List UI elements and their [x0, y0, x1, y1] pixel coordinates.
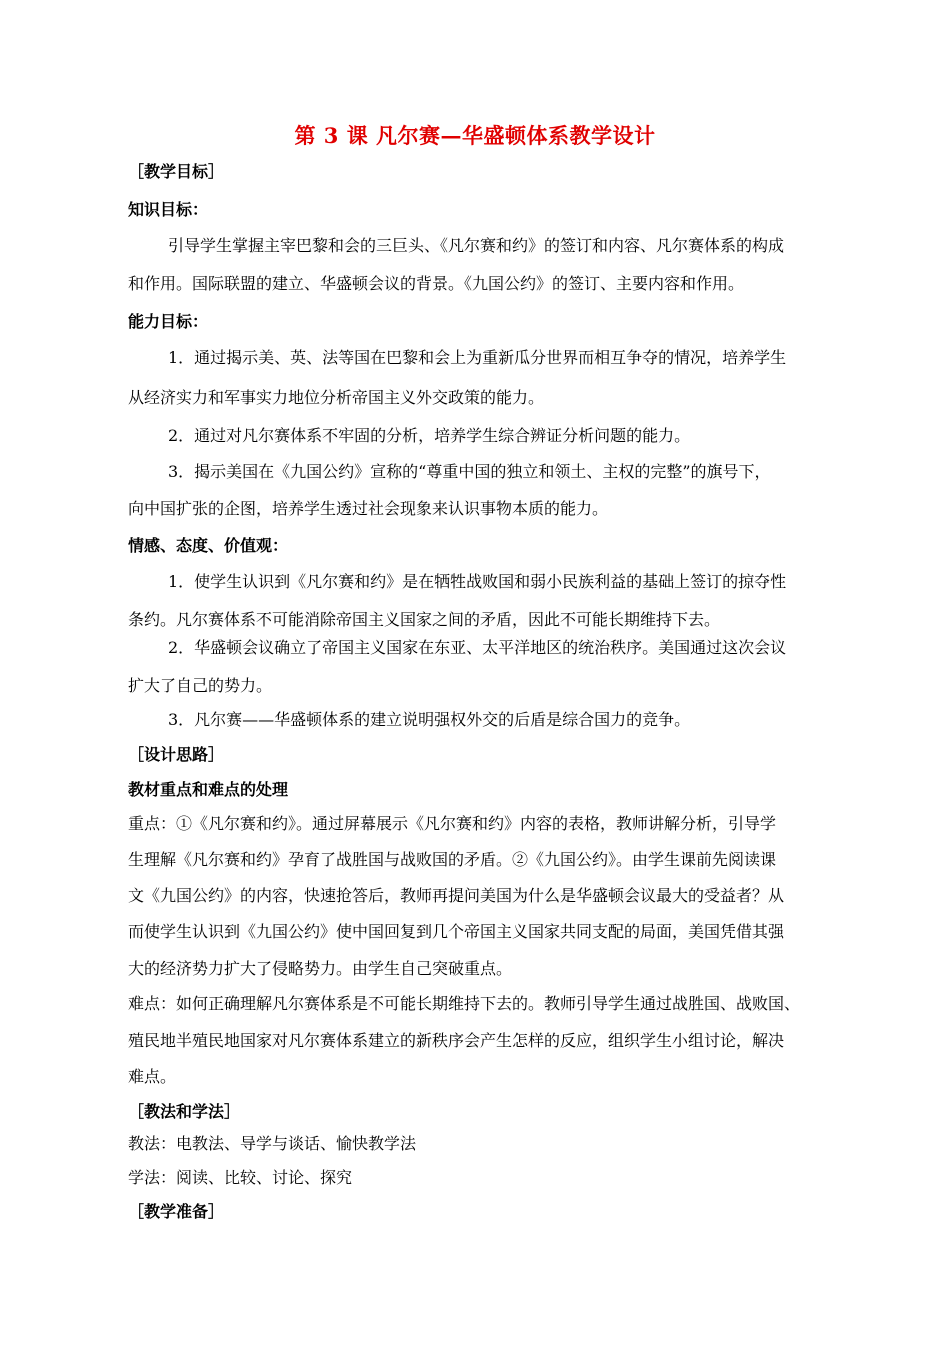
paragraph-line: 条约。凡尔赛体系不可能消除帝国主义国家之间的矛盾，因此不可能长期维持下去。	[128, 610, 721, 629]
paragraph-line: 2．通过对凡尔赛体系不牢固的分析，培养学生综合辨证分析问题的能力。	[168, 426, 691, 445]
subheading: 情感、态度、价值观：	[128, 536, 289, 555]
paragraph-line: 殖民地半殖民地国家对凡尔赛体系建立的新秩序会产生怎样的反应，组织学生小组讨论，解决	[128, 1031, 785, 1050]
paragraph-line: 3．凡尔赛——华盛顿体系的建立说明强权外交的后盾是综合国力的竞争。	[168, 710, 691, 729]
paragraph-line: 1．通过揭示美、英、法等国在巴黎和会上为重新瓜分世界而相互争夺的情况，培养学生	[168, 348, 787, 367]
subheading: 知识目标：	[128, 200, 209, 219]
paragraph-line: 1．使学生认识到《凡尔赛和约》是在牺牲战败国和弱小民族利益的基础上签订的掠夺性	[168, 572, 787, 591]
section-heading: ［教学目标］	[128, 162, 225, 181]
subheading: 教材重点和难点的处理	[128, 780, 289, 799]
paragraph-line: 文《九国公约》的内容，快速抢答后，教师再提问美国为什么是华盛顿会议最大的受益者？从	[128, 886, 785, 905]
paragraph-line: 教法：电教法、导学与谈话、愉快教学法	[128, 1134, 417, 1153]
paragraph-line: 生理解《凡尔赛和约》孕育了战胜国与战败国的矛盾。②《九国公约》。由学生课前先阅读课	[128, 850, 777, 869]
subheading: 能力目标：	[128, 312, 209, 331]
paragraph-line: 难点。	[128, 1067, 177, 1086]
paragraph-line: 向中国扩张的企图，培养学生透过社会现象来认识事物本质的能力。	[128, 499, 609, 518]
paragraph-line: 和作用。国际联盟的建立、华盛顿会议的背景。《九国公约》的签订、主要内容和作用。	[128, 274, 745, 293]
section-heading: ［教学准备］	[128, 1202, 225, 1221]
paragraph-line: 而使学生认识到《九国公约》使中国回复到几个帝国主义国家共同支配的局面，美国凭借其强	[128, 922, 785, 941]
paragraph-line: 难点：如何正确理解凡尔赛体系是不可能长期维持下去的。教师引导学生通过战胜国、战败国、	[128, 994, 801, 1013]
paragraph-line: 扩大了自己的势力。	[128, 676, 273, 695]
section-heading: ［教法和学法］	[128, 1102, 241, 1121]
paragraph-line: 大的经济势力扩大了侵略势力。由学生自己突破重点。	[128, 959, 513, 978]
section-heading: ［设计思路］	[128, 745, 225, 764]
paragraph-line: 学法：阅读、比较、讨论、探究	[128, 1168, 353, 1187]
page-title: 第 3 课 凡尔赛—华盛顿体系教学设计	[294, 123, 656, 148]
paragraph-line: 2．华盛顿会议确立了帝国主义国家在东亚、太平洋地区的统治秩序。美国通过这次会议	[168, 638, 787, 657]
paragraph-line: 重点：①《凡尔赛和约》。通过屏幕展示《凡尔赛和约》内容的表格，教师讲解分析，引导学	[128, 814, 777, 833]
paragraph-line: 3．揭示美国在《九国公约》宣称的“尊重中国的独立和领土、主权的完整”的旗号下，	[168, 462, 771, 481]
paragraph-line: 从经济实力和军事实力地位分析帝国主义外交政策的能力。	[128, 388, 545, 407]
paragraph-line: 引导学生掌握主宰巴黎和会的三巨头、《凡尔赛和约》的签订和内容、凡尔赛体系的构成	[168, 236, 785, 255]
